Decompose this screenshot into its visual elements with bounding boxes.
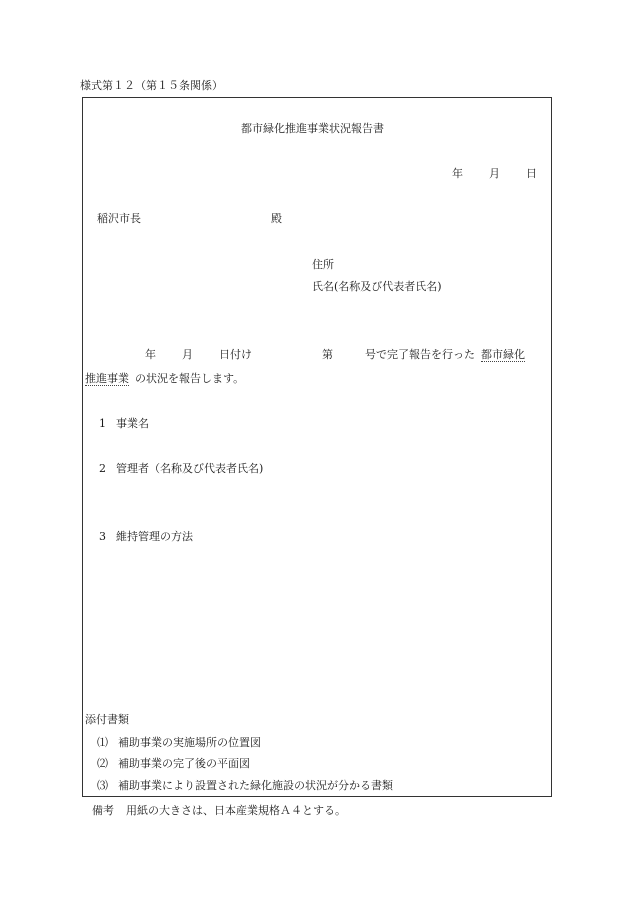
statement-number-suffix: 号で完了報告を行った (365, 348, 475, 361)
statement-year: 年 (145, 348, 156, 361)
remarks-label: 備考 (92, 804, 114, 817)
statement-number-prefix: 第 (322, 348, 333, 361)
statement-line-1 (145, 348, 525, 362)
statement-ending: の状況を報告します。 (135, 372, 245, 385)
form-number: 様式第１２（第１５条関係） (80, 79, 223, 92)
item-label: 事業名 (116, 417, 149, 430)
attachment-item (97, 757, 250, 771)
item-number: 2 (99, 462, 106, 475)
attachment-label: 補助事業により設置された緑化施設の状況が分かる書類 (118, 779, 393, 792)
statement-month: 月 (182, 348, 193, 361)
item-project-name (99, 417, 149, 431)
item-manager (99, 462, 263, 476)
item-number: 1 (99, 417, 106, 430)
item-maintenance-method (99, 530, 193, 544)
remarks (92, 804, 346, 818)
attachment-number: ⑵ (97, 757, 108, 770)
attachment-item (97, 736, 261, 750)
attachments-heading: 添付書類 (85, 713, 129, 726)
statement-project-name-part2: 推進事業 (85, 372, 129, 385)
item-label: 維持管理の方法 (116, 530, 193, 543)
item-label: 管理者（名称及び代表者氏名) (116, 462, 264, 475)
addressee-honorific: 殿 (271, 212, 282, 225)
addressee-name: 稲沢市長 (97, 212, 141, 225)
attachment-number: ⑶ (97, 779, 108, 792)
date-line (452, 167, 537, 181)
attachment-label: 補助事業の実施場所の位置図 (118, 736, 261, 749)
attachment-label: 補助事業の完了後の平面図 (118, 757, 250, 770)
report-form-frame (82, 97, 552, 797)
item-number: 3 (99, 530, 106, 543)
attachment-item (97, 779, 393, 793)
statement-project-name-part1: 都市緑化 (481, 348, 525, 361)
attachment-number: ⑴ (97, 736, 108, 749)
form-title: 都市緑化推進事業状況報告書 (241, 122, 384, 135)
applicant-name-label: 氏名(名称及び代表者氏名) (312, 280, 442, 293)
statement-line-2 (85, 372, 244, 386)
date-month-label: 月 (489, 167, 500, 180)
applicant-address-label: 住所 (312, 258, 334, 271)
date-day-label: 日 (526, 167, 537, 180)
statement-day: 日付け (219, 348, 252, 361)
date-year-label: 年 (452, 167, 463, 180)
remarks-text: 用紙の大きさは、日本産業規格Ａ４とする。 (126, 804, 346, 817)
